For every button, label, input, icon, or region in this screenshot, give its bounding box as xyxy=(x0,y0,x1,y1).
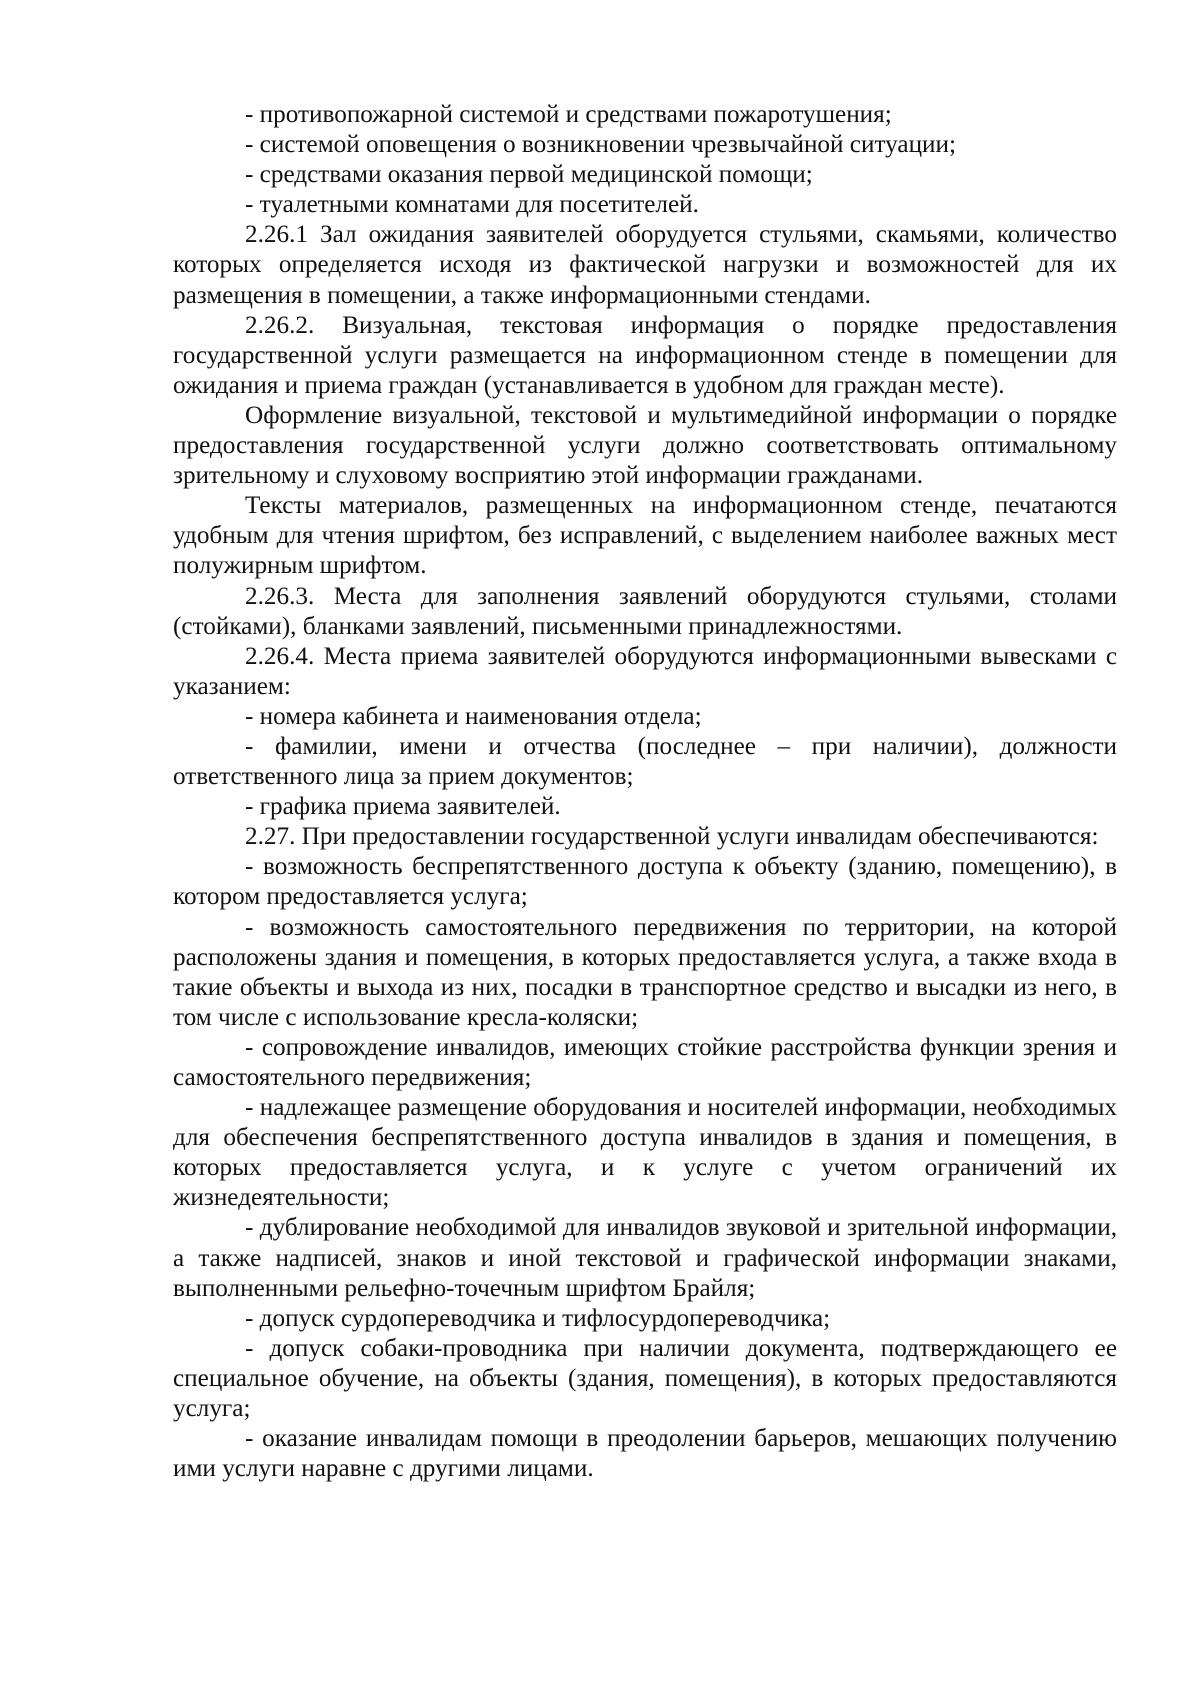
paragraph-2-26-2: 2.26.2. Визуальная, текстовая информация о порядке предоставления государственной услуги размещается на информационном стенде в помещении для ожидания и приема граждан (устанавливается в удобном для граждан месте). xyxy=(173,311,1117,399)
paragraph-equipment-placement: - надлежащее размещение оборудования и носителей информации, необходимых для обеспечения беспрепятственного доступа инвалидов в здания и помещения, в которых предоставляется услуга, и к услуге с учетом ограничений их жизнедеятельности; xyxy=(173,1094,1117,1212)
paragraph-barrier-assistance: - оказание инвалидам помощи в преодолении барьеров, мешающих получению ими услуги наравне с другими лицами. xyxy=(173,1425,1117,1483)
paragraph-escort: - сопровождение инвалидов, имеющих стойкие расстройства функции зрения и самостоятельного передвижения; xyxy=(173,1033,1117,1091)
paragraph-toilets: - туалетными комнатами для посетителей. xyxy=(245,191,699,219)
paragraph-2-26-3: 2.26.3. Места для заполнения заявлений оборудуются стульями, столами (стойками), бланками заявлений, письменными принадлежностями. xyxy=(173,582,1117,640)
paragraph-office-number: - номера кабинета и наименования отдела; xyxy=(245,702,702,730)
paragraph-independent-movement: - возможность самостоятельного передвижения по территории, на которой расположены здания и помещения, в которых предоставляется услуга, а также входа в такие объекты и выхода из них, посадки в транспортное средство и высадки из него, в том числе с использование кресла-коляски; xyxy=(173,913,1117,1031)
paragraph-sign-interpreter: - допуск сурдопереводчика и тифлосурдопереводчика; xyxy=(245,1304,831,1332)
paragraph-2-26-1: 2.26.1 Зал ожидания заявителей оборудуется стульями, скамьями, количество которых определяется исходя из фактической нагрузки и возможностей для их размещения в помещении, а также информационными стендами. xyxy=(173,221,1117,309)
paragraph-responsible-person: - фамилии, имени и отчества (последнее – при наличии), должности ответственного лица за прием документов; xyxy=(173,732,1117,791)
paragraph-braille-duplication: - дублирование необходимой для инвалидов звуковой и зрительной информации, а также надписей, знаков и иной текстовой и графической информации знаками, выполненными рельефно-точечным шрифтом Брайля; xyxy=(173,1214,1117,1302)
paragraph-guide-dog: - допуск собаки-проводника при наличии документа, подтверждающего ее специальное обучение, на объекты (здания, помещения), в которых предоставляются услуга; xyxy=(173,1334,1117,1423)
paragraph-first-aid: - средствами оказания первой медицинской помощи; xyxy=(245,161,813,189)
paragraph-2-26-4: 2.26.4. Места приема заявителей оборудуются информационными вывесками с указанием: xyxy=(173,642,1117,700)
paragraph-fire-safety: - противопожарной системой и средствами пожаротушения; xyxy=(245,101,892,128)
paragraph-stand-texts: Тексты материалов, размещенных на информационном стенде, печатаются удобным для чтения шрифтом, без исправлений, с выделением наиболее важных мест полужирным шрифтом. xyxy=(173,492,1117,580)
paragraph-reception-schedule: - графика приема заявителей. xyxy=(245,793,561,821)
paragraph-free-access: - возможность беспрепятственного доступа к объекту (зданию, помещению), в котором предоставляется услуга; xyxy=(173,853,1117,911)
paragraph-alert-system: - системой оповещения о возникновении чрезвычайной ситуации; xyxy=(245,131,957,159)
document-body xyxy=(173,100,1117,1484)
paragraph-2-27: 2.27. При предоставлении государственной услуги инвалидам обеспечиваются: xyxy=(245,823,1099,851)
paragraph-info-design: Оформление визуальной, текстовой и мультимедийной информации о порядке предоставления государственной услуги должно соответствовать оптимальному зрительному и слуховому восприятию этой информации гражданами. xyxy=(173,401,1117,490)
